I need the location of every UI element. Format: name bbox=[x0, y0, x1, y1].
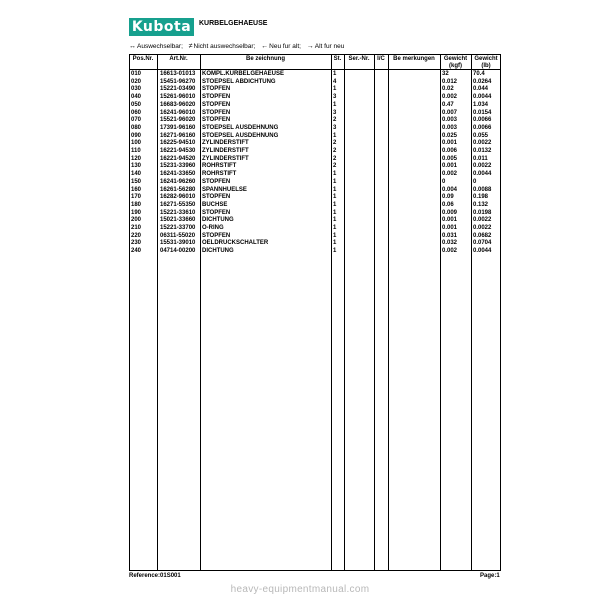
part-description: SPANNHUELSE bbox=[202, 186, 247, 193]
header-description: Be zeichnung bbox=[245, 56, 285, 62]
table-row bbox=[0, 217, 600, 224]
part-description: STOPFEN bbox=[202, 94, 231, 101]
article-number: 15221-33610 bbox=[160, 209, 196, 216]
weight-kg: 0.009 bbox=[442, 209, 458, 216]
article-number: 16241-96010 bbox=[160, 109, 196, 116]
position-number: 130 bbox=[131, 163, 142, 170]
position-number: 060 bbox=[131, 109, 142, 116]
part-description: KOMPL.KURBELGEHAEUSE bbox=[202, 71, 285, 77]
position-number: 050 bbox=[131, 101, 142, 108]
table-row bbox=[0, 210, 600, 217]
article-number: 16241-33650 bbox=[160, 171, 196, 178]
legend-label: Auswechselbar; bbox=[137, 43, 183, 50]
table-row bbox=[0, 156, 600, 163]
weight-lb: 0.0022 bbox=[473, 140, 492, 147]
table-row bbox=[0, 171, 600, 178]
weight-kg: 0.06 bbox=[442, 201, 454, 208]
table-row bbox=[0, 194, 600, 201]
part-description: BUCHSE bbox=[202, 201, 228, 208]
header-quantity: St. bbox=[333, 56, 342, 62]
article-number: 15221-03490 bbox=[160, 86, 196, 93]
weight-lb: 0.0044 bbox=[473, 94, 492, 101]
article-number: 15231-33960 bbox=[160, 163, 196, 170]
table-row bbox=[0, 94, 600, 101]
page-number: Page:1 bbox=[480, 573, 500, 579]
weight-kg: 0.001 bbox=[442, 140, 458, 147]
part-description: ZYLINDERSTIFT bbox=[202, 140, 249, 147]
table-row bbox=[0, 79, 600, 86]
quantity: 1 bbox=[333, 101, 337, 108]
article-number: 16683-96020 bbox=[160, 101, 196, 108]
reference-label: Reference:01S001 bbox=[129, 573, 181, 579]
weight-lb: 0.0088 bbox=[473, 186, 492, 193]
quantity: 3 bbox=[333, 109, 337, 116]
weight-lb: 0.0022 bbox=[473, 217, 492, 224]
position-number: 150 bbox=[131, 178, 142, 185]
header-weight-kg-line1: Gewicht bbox=[443, 56, 468, 62]
quantity: 1 bbox=[333, 217, 337, 224]
table-row bbox=[0, 248, 600, 255]
quantity: 2 bbox=[333, 140, 337, 147]
weight-kg: 0.007 bbox=[442, 109, 458, 116]
document-title: KURBELGEHAEUSE bbox=[199, 20, 268, 27]
quantity: 1 bbox=[333, 209, 337, 216]
weight-lb: 0.0066 bbox=[473, 124, 492, 131]
article-number: 16271-96160 bbox=[160, 132, 196, 139]
article-number: 16221-94530 bbox=[160, 148, 196, 154]
part-description: STOPFEN bbox=[202, 86, 231, 93]
position-number: 220 bbox=[131, 232, 142, 239]
article-number: 16225-94510 bbox=[160, 140, 196, 147]
weight-lb: 0.044 bbox=[473, 86, 489, 93]
position-number: 190 bbox=[131, 209, 142, 216]
header-weight-lb-line2: (lb) bbox=[481, 63, 491, 69]
weight-lb: 0.0704 bbox=[473, 240, 492, 247]
weight-kg: 0.003 bbox=[442, 117, 458, 124]
weight-kg: 0.02 bbox=[442, 86, 454, 93]
table-row bbox=[0, 179, 600, 186]
legend-label: Neu fur alt; bbox=[269, 43, 301, 50]
weight-lb: 0.0264 bbox=[473, 78, 492, 85]
quantity: 1 bbox=[333, 132, 337, 139]
header-weight-kg-line2: (kgf) bbox=[449, 63, 462, 69]
header-weight-kg bbox=[440, 56, 471, 70]
quantity: 1 bbox=[333, 240, 337, 247]
quantity: 1 bbox=[333, 201, 337, 208]
position-number: 140 bbox=[131, 171, 142, 178]
weight-lb: 0 bbox=[473, 178, 477, 185]
header-remarks: Be merkungen bbox=[393, 56, 435, 62]
table-row bbox=[0, 233, 600, 240]
position-number: 090 bbox=[131, 132, 142, 139]
watermark: heavy-equipmentmanual.com bbox=[230, 584, 370, 595]
weight-kg: 0.025 bbox=[442, 132, 458, 139]
weight-lb: 1.034 bbox=[473, 101, 489, 108]
header-art: Art.Nr. bbox=[169, 56, 188, 62]
weight-lb: 0.011 bbox=[473, 155, 488, 162]
quantity: 1 bbox=[333, 178, 337, 185]
position-number: 200 bbox=[131, 217, 142, 224]
table-row bbox=[0, 240, 600, 247]
weight-kg: 0.002 bbox=[442, 94, 458, 101]
weight-kg: 0.001 bbox=[442, 217, 458, 224]
table-row bbox=[0, 102, 600, 109]
article-number: 17391-96160 bbox=[160, 124, 196, 131]
right-arrow-icon: → bbox=[306, 43, 314, 50]
weight-lb: 0.0044 bbox=[473, 171, 492, 178]
article-number: 16261-56280 bbox=[160, 186, 196, 193]
kubota-logo bbox=[129, 18, 194, 36]
part-description: OELDRUCKSCHALTER bbox=[202, 240, 269, 247]
quantity: 2 bbox=[333, 155, 337, 162]
part-description: STOPFEN bbox=[202, 194, 231, 201]
quantity: 4 bbox=[333, 78, 337, 85]
weight-lb: 0.0154 bbox=[473, 109, 492, 116]
quantity: 1 bbox=[333, 194, 337, 201]
part-description: STOEPSEL AUSDEHNUNG bbox=[202, 132, 279, 139]
table-row bbox=[0, 133, 600, 140]
header-pos: Pos.Nr. bbox=[132, 56, 154, 62]
weight-lb: 0.132 bbox=[473, 201, 489, 208]
quantity: 1 bbox=[333, 232, 337, 239]
table-row bbox=[0, 71, 600, 78]
table-row bbox=[0, 117, 600, 124]
position-number: 240 bbox=[131, 248, 142, 255]
weight-lb: 70.4 bbox=[473, 71, 485, 77]
weight-kg: 0.012 bbox=[442, 78, 458, 85]
table-row bbox=[0, 225, 600, 232]
weight-kg: 0.032 bbox=[442, 240, 458, 247]
table-row bbox=[0, 148, 600, 155]
article-number: 16271-55350 bbox=[160, 201, 196, 208]
weight-kg: 0.001 bbox=[442, 225, 458, 231]
table-row bbox=[0, 187, 600, 194]
position-number: 180 bbox=[131, 201, 142, 208]
position-number: 010 bbox=[131, 71, 142, 77]
position-number: 020 bbox=[131, 78, 142, 85]
article-number: 15261-96010 bbox=[160, 94, 196, 101]
part-description: ROHRSTIFT bbox=[202, 171, 237, 178]
legend-label: Alt fur neu bbox=[314, 43, 345, 50]
table-row bbox=[0, 140, 600, 147]
part-description: ROHRSTIFT bbox=[202, 163, 237, 170]
part-description: DICHTUNG bbox=[202, 217, 234, 224]
part-description: DICHTUNG bbox=[202, 248, 234, 255]
part-description: STOPFEN bbox=[202, 178, 231, 185]
header-weight-lb bbox=[471, 56, 501, 70]
article-number: 15521-96020 bbox=[160, 117, 196, 124]
quantity: 1 bbox=[333, 86, 337, 93]
table-row bbox=[0, 125, 600, 132]
quantity: 1 bbox=[333, 171, 337, 178]
position-number: 170 bbox=[131, 194, 142, 201]
weight-lb: 0.0066 bbox=[473, 117, 492, 124]
weight-kg: 0.004 bbox=[442, 186, 458, 193]
position-number: 040 bbox=[131, 94, 142, 101]
article-number: 16613-01013 bbox=[160, 71, 196, 77]
weight-lb: 0.198 bbox=[473, 194, 489, 201]
position-number: 160 bbox=[131, 186, 142, 193]
quantity: 3 bbox=[333, 124, 337, 131]
weight-kg: 32 bbox=[442, 71, 449, 77]
weight-kg: 0.002 bbox=[442, 171, 458, 178]
interchangeability-legend bbox=[129, 43, 344, 50]
article-number: 15451-96270 bbox=[160, 78, 196, 85]
article-number: 15531-39010 bbox=[160, 240, 196, 247]
weight-kg: 0.006 bbox=[442, 148, 458, 154]
quantity: 2 bbox=[333, 163, 337, 170]
article-number: 15021-33660 bbox=[160, 217, 196, 224]
table-row bbox=[0, 202, 600, 209]
article-number: 06311-55020 bbox=[160, 232, 196, 239]
weight-kg: 0.031 bbox=[442, 232, 458, 239]
article-number: 16282-96010 bbox=[160, 194, 196, 201]
position-number: 230 bbox=[131, 240, 142, 247]
weight-lb: 0.0132 bbox=[473, 148, 492, 154]
position-number: 110 bbox=[131, 148, 141, 154]
part-description: STOPFEN bbox=[202, 109, 231, 116]
header-ic: I/C bbox=[377, 56, 385, 62]
position-number: 100 bbox=[131, 140, 142, 147]
position-number: 120 bbox=[131, 155, 142, 162]
part-description: STOEPSEL AUSDEHNUNG bbox=[202, 124, 279, 131]
double-arrow-icon: ↔ bbox=[129, 43, 136, 50]
quantity: 2 bbox=[333, 148, 337, 154]
article-number: 16241-96260 bbox=[160, 178, 196, 185]
weight-lb: 0.0022 bbox=[473, 225, 492, 231]
part-description: ZYLINDERSTIFT bbox=[202, 148, 249, 154]
quantity: 3 bbox=[333, 94, 337, 101]
article-number: 04714-00200 bbox=[160, 248, 196, 255]
header-serial: Ser.-Nr. bbox=[348, 56, 370, 62]
part-description: STOPFEN bbox=[202, 101, 231, 108]
part-description: STOPFEN bbox=[202, 117, 231, 124]
header-weight-lb-line1: Gewicht bbox=[474, 56, 498, 62]
weight-kg: 0.002 bbox=[442, 248, 458, 255]
table-row bbox=[0, 86, 600, 93]
position-number: 070 bbox=[131, 117, 142, 124]
position-number: 210 bbox=[131, 225, 142, 231]
weight-lb: 0.0022 bbox=[473, 163, 492, 170]
weight-kg: 0.47 bbox=[442, 101, 454, 108]
part-description: O-RING bbox=[202, 225, 224, 231]
part-description: STOPFEN bbox=[202, 209, 231, 216]
weight-kg: 0.005 bbox=[442, 155, 458, 162]
not-equal-icon: ≠ bbox=[188, 43, 193, 50]
legend-label: Nicht auswechselbar; bbox=[193, 43, 256, 50]
quantity: 2 bbox=[333, 117, 337, 124]
part-description: STOEPSEL ABDICHTUNG bbox=[202, 78, 276, 85]
weight-lb: 0.0682 bbox=[473, 232, 492, 239]
weight-lb: 0.0198 bbox=[473, 209, 492, 216]
table-row bbox=[0, 163, 600, 170]
weight-kg: 0.003 bbox=[442, 124, 458, 131]
logo-text: Kubota bbox=[131, 19, 192, 35]
quantity: 1 bbox=[333, 186, 337, 193]
quantity: 1 bbox=[333, 225, 337, 231]
weight-lb: 0.0044 bbox=[473, 248, 492, 255]
position-number: 030 bbox=[131, 86, 142, 93]
article-number: 16221-94520 bbox=[160, 155, 196, 162]
quantity: 1 bbox=[333, 248, 337, 255]
weight-kg: 0.001 bbox=[442, 163, 458, 170]
position-number: 080 bbox=[131, 124, 142, 131]
left-arrow-icon: ← bbox=[261, 43, 269, 50]
part-description: STOPFEN bbox=[202, 232, 231, 239]
table-row bbox=[0, 110, 600, 117]
weight-kg: 0.09 bbox=[442, 194, 454, 201]
weight-kg: 0 bbox=[442, 178, 446, 185]
weight-lb: 0.055 bbox=[473, 132, 489, 139]
article-number: 15221-33700 bbox=[160, 225, 196, 231]
quantity: 1 bbox=[333, 71, 337, 77]
part-description: ZYLINDERSTIFT bbox=[202, 155, 249, 162]
